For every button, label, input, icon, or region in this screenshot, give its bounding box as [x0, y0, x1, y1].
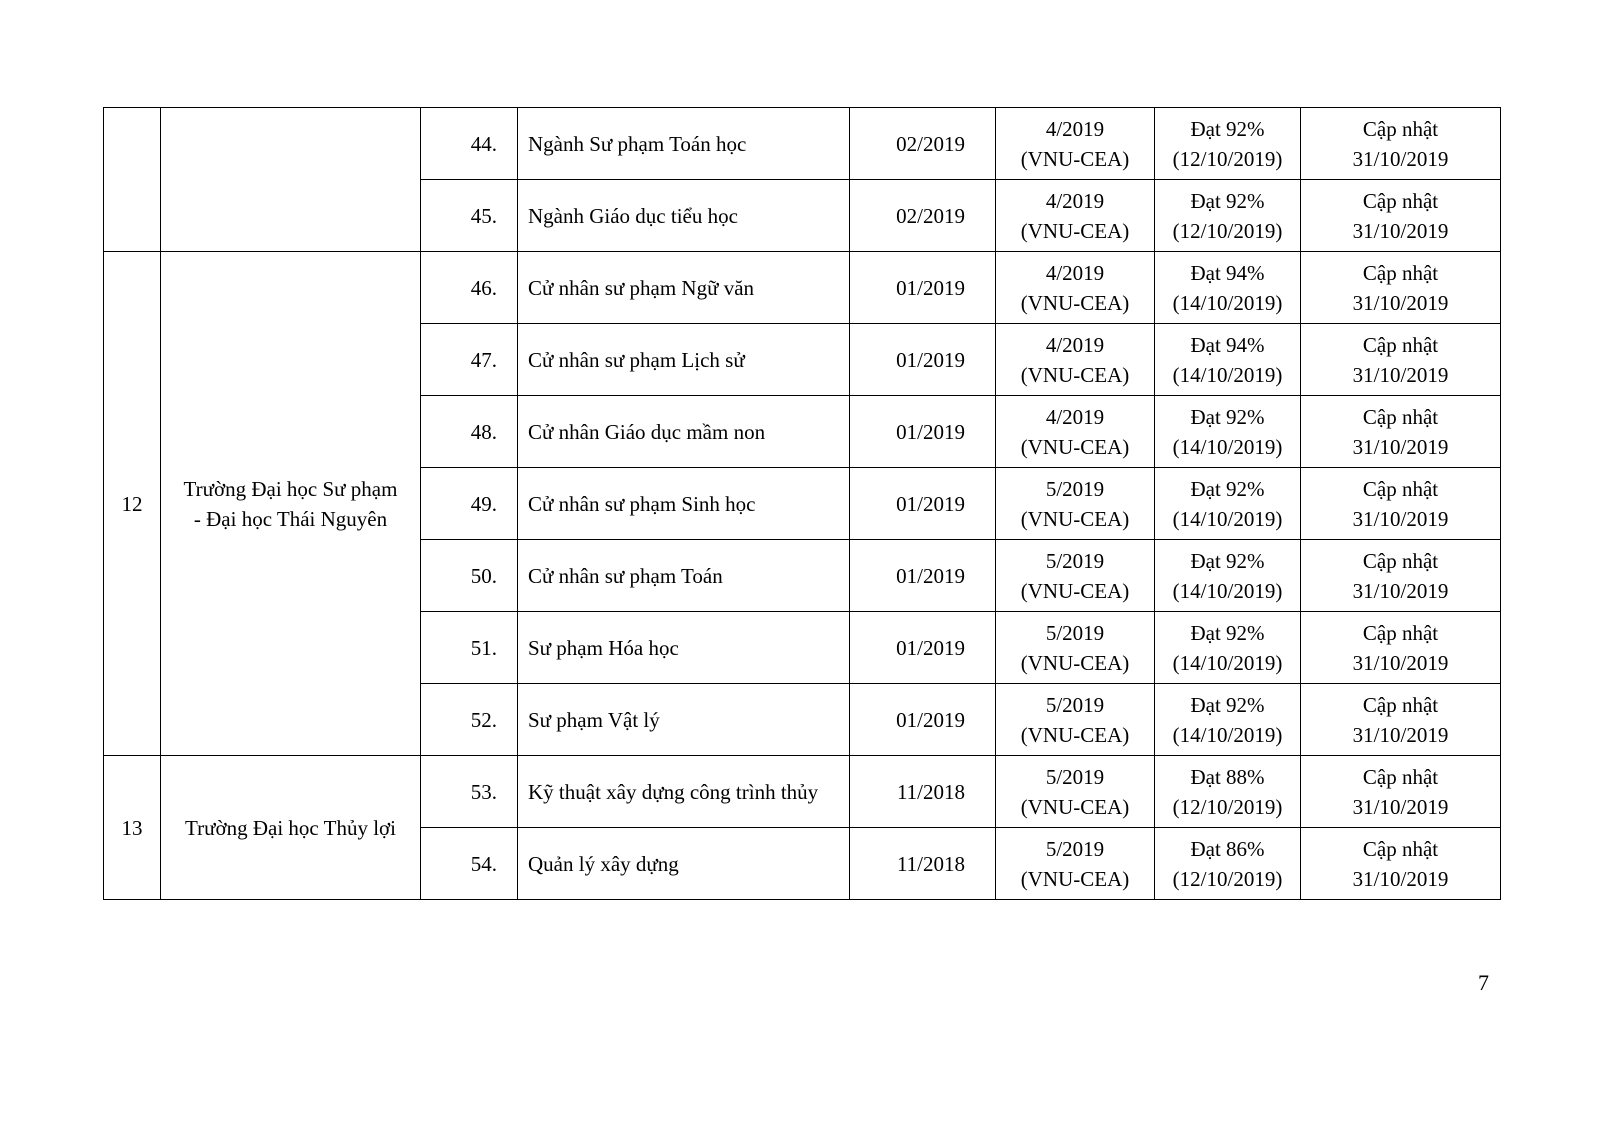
program-name: Cử nhân Giáo dục mầm non [518, 396, 850, 468]
result-line-2: (12/10/2019) [1172, 146, 1283, 171]
evaluation-line-2: (VNU-CEA) [1020, 218, 1130, 243]
evaluation-line-2: (VNU-CEA) [1020, 650, 1130, 675]
update-line-1: Cập nhật [1362, 476, 1439, 501]
result-line-1: Đạt 86% [1190, 836, 1265, 861]
result-cell [1155, 180, 1301, 252]
result-cell [1155, 324, 1301, 396]
self-assessment-date: 01/2019 [850, 396, 996, 468]
update-cell [1301, 396, 1501, 468]
update-line-2: 31/10/2019 [1352, 362, 1449, 387]
update-line-1: Cập nhật [1362, 332, 1439, 357]
program-number: 45. [421, 180, 518, 252]
page-number: 7 [1478, 970, 1489, 995]
result-line-1: Đạt 92% [1190, 692, 1265, 717]
update-line-2: 31/10/2019 [1352, 722, 1449, 747]
update-line-1: Cập nhật [1362, 548, 1439, 573]
result-line-2: (12/10/2019) [1172, 866, 1283, 891]
evaluation-cell [996, 684, 1155, 756]
table-row [104, 756, 1501, 828]
program-name: Cử nhân sư phạm Lịch sử [518, 324, 850, 396]
update-line-1: Cập nhật [1362, 836, 1439, 861]
school-name-line-1: Trường Đại học Thủy lợi [185, 815, 396, 840]
update-line-2: 31/10/2019 [1352, 506, 1449, 531]
result-line-2: (12/10/2019) [1172, 794, 1283, 819]
update-line-1: Cập nhật [1362, 692, 1439, 717]
school-name-cell [161, 756, 421, 900]
evaluation-line-1: 4/2019 [1045, 116, 1105, 141]
self-assessment-date: 02/2019 [850, 108, 996, 180]
result-line-2: (14/10/2019) [1172, 650, 1283, 675]
school-name-line-1: Trường Đại học Sư phạm [183, 476, 398, 501]
update-line-2: 31/10/2019 [1352, 434, 1449, 459]
result-line-1: Đạt 94% [1190, 260, 1265, 285]
program-number: 47. [421, 324, 518, 396]
result-cell [1155, 684, 1301, 756]
evaluation-cell [996, 612, 1155, 684]
evaluation-line-1: 5/2019 [1045, 836, 1105, 861]
update-cell [1301, 612, 1501, 684]
update-line-2: 31/10/2019 [1352, 218, 1449, 243]
evaluation-line-2: (VNU-CEA) [1020, 362, 1130, 387]
program-name: Cử nhân sư phạm Sinh học [518, 468, 850, 540]
evaluation-line-1: 4/2019 [1045, 332, 1105, 357]
program-name: Ngành Giáo dục tiểu học [518, 180, 850, 252]
update-line-2: 31/10/2019 [1352, 650, 1449, 675]
update-cell [1301, 756, 1501, 828]
update-line-1: Cập nhật [1362, 260, 1439, 285]
table-row [104, 108, 1501, 180]
evaluation-cell [996, 540, 1155, 612]
evaluation-line-1: 5/2019 [1045, 764, 1105, 789]
result-cell [1155, 828, 1301, 900]
result-line-1: Đạt 92% [1190, 188, 1265, 213]
program-name: Cử nhân sư phạm Toán [518, 540, 850, 612]
result-line-2: (14/10/2019) [1172, 290, 1283, 315]
school-name-cell [161, 252, 421, 756]
evaluation-line-2: (VNU-CEA) [1020, 146, 1130, 171]
update-line-1: Cập nhật [1362, 620, 1439, 645]
result-line-2: (14/10/2019) [1172, 578, 1283, 603]
program-number: 52. [421, 684, 518, 756]
update-cell [1301, 684, 1501, 756]
self-assessment-date: 01/2019 [850, 252, 996, 324]
program-name: Ngành Sư phạm Toán học [518, 108, 850, 180]
result-cell [1155, 540, 1301, 612]
result-line-1: Đạt 92% [1190, 404, 1265, 429]
result-line-2: (14/10/2019) [1172, 722, 1283, 747]
result-cell [1155, 396, 1301, 468]
evaluation-cell [996, 252, 1155, 324]
table-row [104, 252, 1501, 324]
evaluation-line-1: 4/2019 [1045, 260, 1105, 285]
program-number: 54. [421, 828, 518, 900]
result-line-1: Đạt 92% [1190, 116, 1265, 141]
evaluation-cell [996, 180, 1155, 252]
result-cell [1155, 468, 1301, 540]
result-line-1: Đạt 88% [1190, 764, 1265, 789]
self-assessment-date: 01/2019 [850, 684, 996, 756]
update-line-2: 31/10/2019 [1352, 866, 1449, 891]
evaluation-cell [996, 828, 1155, 900]
evaluation-line-1: 4/2019 [1045, 404, 1105, 429]
self-assessment-date: 11/2018 [850, 756, 996, 828]
result-line-1: Đạt 92% [1190, 476, 1265, 501]
evaluation-cell [996, 324, 1155, 396]
update-line-2: 31/10/2019 [1352, 290, 1449, 315]
update-line-2: 31/10/2019 [1352, 794, 1449, 819]
result-line-2: (14/10/2019) [1172, 362, 1283, 387]
program-number: 53. [421, 756, 518, 828]
result-line-1: Đạt 92% [1190, 620, 1265, 645]
evaluation-line-2: (VNU-CEA) [1020, 794, 1130, 819]
result-cell [1155, 612, 1301, 684]
result-line-1: Đạt 92% [1190, 548, 1265, 573]
program-name: Sư phạm Vật lý [518, 684, 850, 756]
result-cell [1155, 756, 1301, 828]
program-number: 51. [421, 612, 518, 684]
evaluation-line-1: 4/2019 [1045, 188, 1105, 213]
update-cell [1301, 540, 1501, 612]
update-line-2: 31/10/2019 [1352, 146, 1449, 171]
school-number: 13 [104, 756, 161, 900]
update-line-1: Cập nhật [1362, 116, 1439, 141]
program-name: Sư phạm Hóa học [518, 612, 850, 684]
update-line-1: Cập nhật [1362, 188, 1439, 213]
program-number: 49. [421, 468, 518, 540]
update-cell [1301, 108, 1501, 180]
self-assessment-date: 01/2019 [850, 324, 996, 396]
evaluation-line-2: (VNU-CEA) [1020, 866, 1130, 891]
evaluation-line-1: 5/2019 [1045, 620, 1105, 645]
school-name-line-2: - Đại học Thái Nguyên [193, 506, 388, 531]
evaluation-cell [996, 108, 1155, 180]
self-assessment-date: 01/2019 [850, 468, 996, 540]
self-assessment-date: 02/2019 [850, 180, 996, 252]
result-cell [1155, 252, 1301, 324]
update-line-1: Cập nhật [1362, 404, 1439, 429]
evaluation-cell [996, 756, 1155, 828]
program-number: 48. [421, 396, 518, 468]
update-cell [1301, 828, 1501, 900]
result-cell [1155, 108, 1301, 180]
update-cell [1301, 252, 1501, 324]
evaluation-line-1: 5/2019 [1045, 548, 1105, 573]
result-line-2: (14/10/2019) [1172, 434, 1283, 459]
evaluation-line-1: 5/2019 [1045, 692, 1105, 717]
self-assessment-date: 01/2019 [850, 612, 996, 684]
result-line-2: (12/10/2019) [1172, 218, 1283, 243]
accreditation-table [103, 107, 1501, 900]
evaluation-line-2: (VNU-CEA) [1020, 434, 1130, 459]
result-line-1: Đạt 94% [1190, 332, 1265, 357]
result-line-2: (14/10/2019) [1172, 506, 1283, 531]
update-line-2: 31/10/2019 [1352, 578, 1449, 603]
program-number: 46. [421, 252, 518, 324]
update-cell [1301, 324, 1501, 396]
self-assessment-date: 11/2018 [850, 828, 996, 900]
evaluation-cell [996, 396, 1155, 468]
update-cell [1301, 180, 1501, 252]
program-number: 44. [421, 108, 518, 180]
self-assessment-date: 01/2019 [850, 540, 996, 612]
update-line-1: Cập nhật [1362, 764, 1439, 789]
evaluation-cell [996, 468, 1155, 540]
school-number: 12 [104, 252, 161, 756]
program-number: 50. [421, 540, 518, 612]
program-name: Quản lý xây dựng [518, 828, 850, 900]
update-cell [1301, 468, 1501, 540]
evaluation-line-2: (VNU-CEA) [1020, 722, 1130, 747]
school-name-cell [161, 108, 421, 252]
evaluation-line-2: (VNU-CEA) [1020, 578, 1130, 603]
evaluation-line-1: 5/2019 [1045, 476, 1105, 501]
school-number [104, 108, 161, 252]
evaluation-line-2: (VNU-CEA) [1020, 506, 1130, 531]
program-name: Cử nhân sư phạm Ngữ văn [518, 252, 850, 324]
program-name: Kỹ thuật xây dựng công trình thủy [518, 756, 850, 828]
evaluation-line-2: (VNU-CEA) [1020, 290, 1130, 315]
